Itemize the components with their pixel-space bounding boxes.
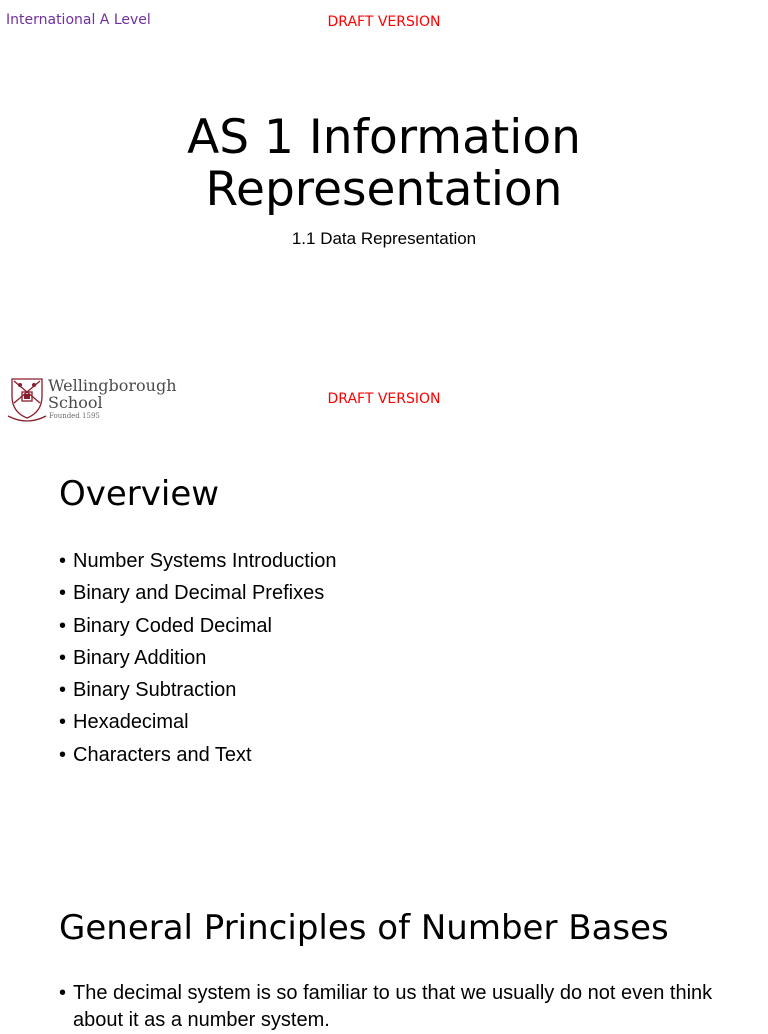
list-item: • Characters and Text bbox=[59, 739, 336, 771]
list-item: • Binary Addition bbox=[59, 642, 336, 674]
page-title bbox=[0, 112, 768, 216]
principles-heading: General Principles of Number Bases bbox=[59, 908, 669, 948]
overview-heading: Overview bbox=[59, 474, 220, 514]
course-label: International A Level bbox=[6, 12, 151, 28]
list-item: • Hexadecimal bbox=[59, 706, 336, 738]
list-item: • Binary Coded Decimal bbox=[59, 610, 336, 642]
list-item: • Binary and Decimal Prefixes bbox=[59, 577, 336, 609]
logo-name-line-1: Wellingborough bbox=[48, 376, 177, 395]
draft-watermark: DRAFT VERSION bbox=[327, 14, 441, 30]
overview-list bbox=[59, 545, 336, 771]
page-subtitle: 1.1 Data Representation bbox=[291, 229, 477, 248]
list-item: • Number Systems Introduction bbox=[59, 545, 336, 577]
title-line-1: AS 1 Information bbox=[187, 110, 581, 165]
title-line-2: Representation bbox=[205, 162, 563, 217]
principles-bullet bbox=[59, 980, 713, 1034]
draft-watermark-2: DRAFT VERSION bbox=[327, 391, 441, 407]
list-item: • Binary Subtraction bbox=[59, 674, 336, 706]
logo-founded: Founded 1595 bbox=[49, 412, 100, 420]
logo-name-line-2: School bbox=[48, 393, 103, 412]
principles-text: The decimal system is so familiar to us that we usually do not even think about it as a number system. bbox=[73, 982, 713, 1031]
